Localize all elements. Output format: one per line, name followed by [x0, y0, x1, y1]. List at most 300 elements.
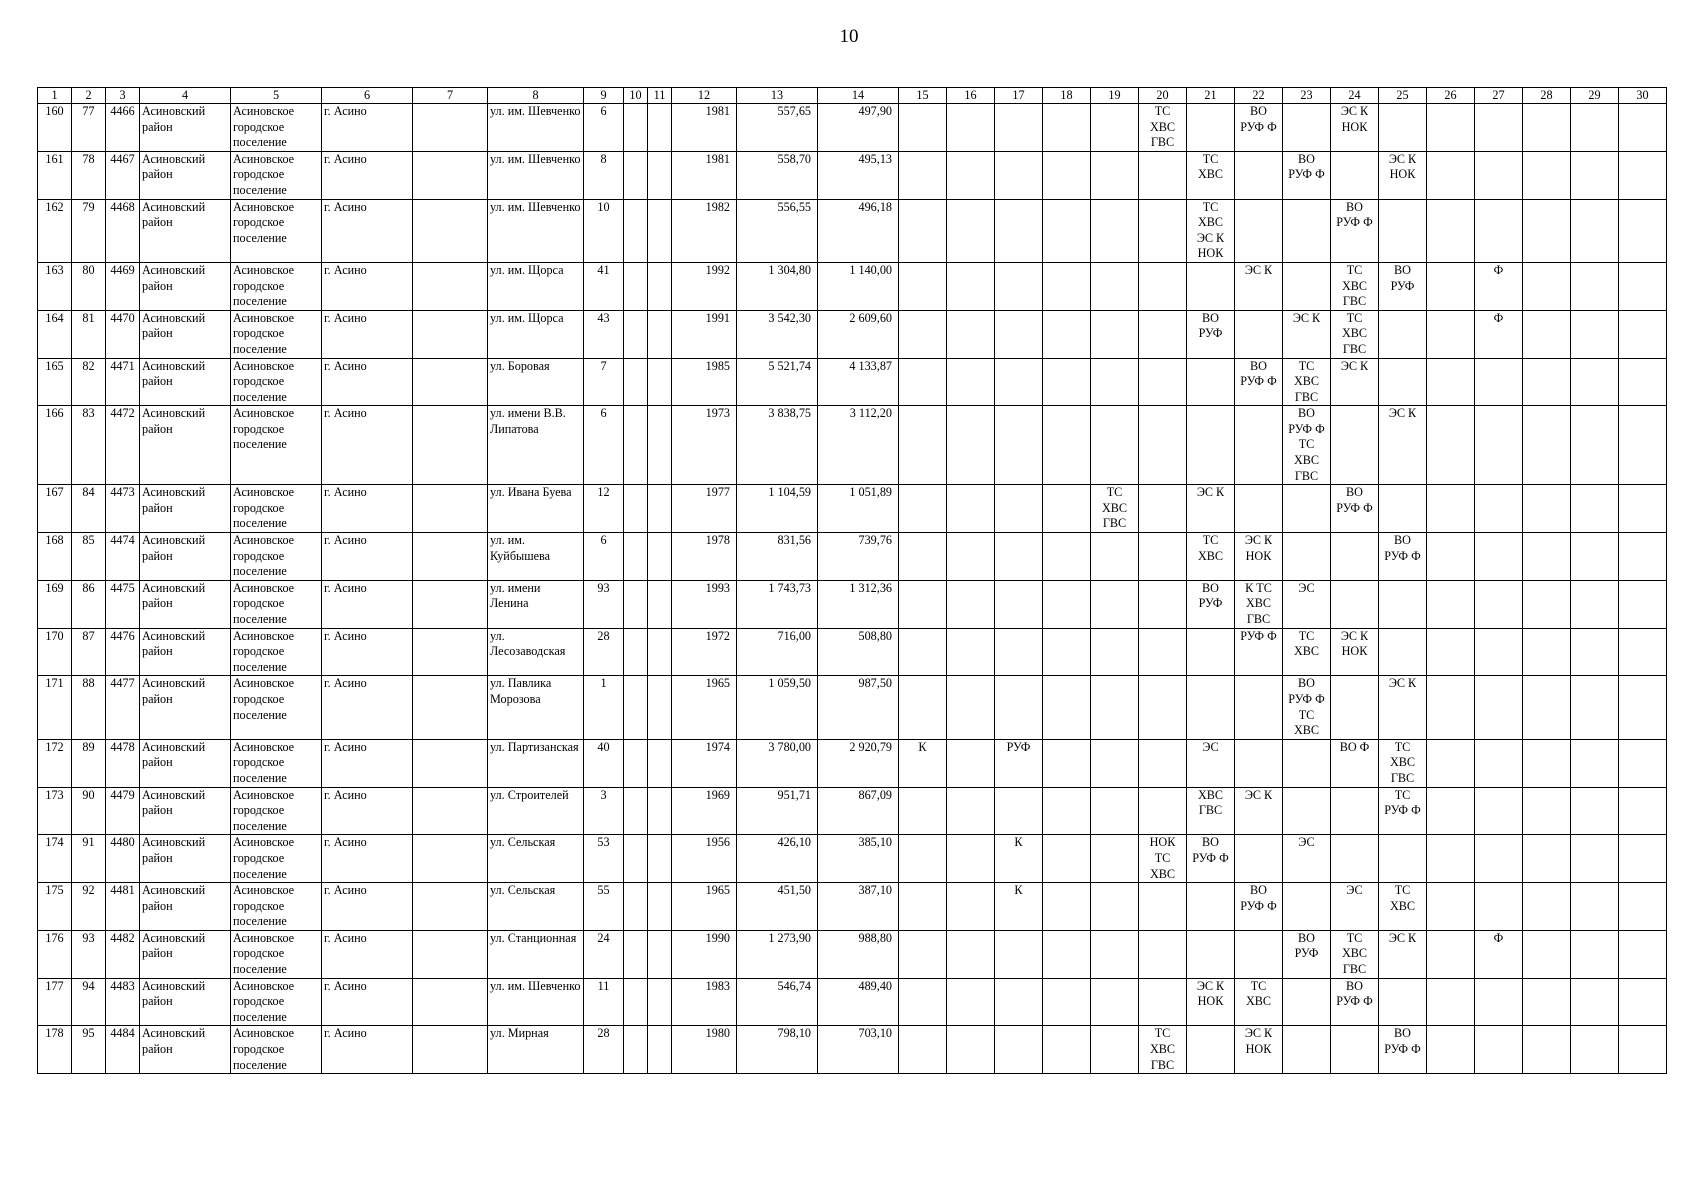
column-header: 27 — [1475, 88, 1523, 104]
table-cell: ул. им. Шевченко — [488, 199, 584, 262]
table-cell — [1043, 580, 1091, 628]
table-cell — [648, 930, 672, 978]
table-cell — [648, 262, 672, 310]
table-cell: Асиновский район — [140, 676, 231, 739]
table-cell — [1523, 199, 1571, 262]
table-cell — [947, 1026, 995, 1074]
table-cell — [1331, 580, 1379, 628]
table-cell: ЭС К — [1379, 930, 1427, 978]
table-cell: 4478 — [106, 739, 140, 787]
table-cell — [947, 676, 995, 739]
table-cell — [1571, 883, 1619, 931]
table-cell — [1043, 787, 1091, 835]
table-cell — [995, 676, 1043, 739]
table-cell: 4482 — [106, 930, 140, 978]
table-cell — [1571, 358, 1619, 406]
table-cell: ТС ХВС — [1379, 883, 1427, 931]
table-cell — [1571, 485, 1619, 533]
table-cell — [947, 883, 995, 931]
table-cell: 1973 — [672, 406, 737, 485]
table-cell: 1992 — [672, 262, 737, 310]
table-cell: 4475 — [106, 580, 140, 628]
table-cell — [1043, 406, 1091, 485]
table-cell — [899, 358, 947, 406]
table-cell: 89 — [72, 739, 106, 787]
table-cell: ул. Станционная — [488, 930, 584, 978]
table-cell — [995, 199, 1043, 262]
table-cell — [1523, 310, 1571, 358]
table-cell — [1187, 676, 1235, 739]
table-cell — [1091, 930, 1139, 978]
table-cell — [1571, 835, 1619, 883]
table-cell — [1427, 358, 1475, 406]
table-cell: ТС ХВС ГВС — [1331, 262, 1379, 310]
column-header: 16 — [947, 88, 995, 104]
table-cell — [1523, 978, 1571, 1026]
table-cell: Асиновское городское поселение — [231, 787, 322, 835]
table-cell — [1091, 406, 1139, 485]
table-cell — [1475, 533, 1523, 581]
table-cell — [1427, 1026, 1475, 1074]
column-header: 4 — [140, 88, 231, 104]
table-cell: 1977 — [672, 485, 737, 533]
table-cell — [624, 1026, 648, 1074]
table-row — [38, 406, 1667, 485]
table-cell: ул. им. Шевченко — [488, 104, 584, 152]
column-header: 23 — [1283, 88, 1331, 104]
table-cell — [1139, 406, 1187, 485]
table-cell: Ф — [1475, 930, 1523, 978]
table-cell — [1283, 485, 1331, 533]
table-cell — [1571, 787, 1619, 835]
table-cell — [1619, 1026, 1667, 1074]
table-cell: Асиновский район — [140, 1026, 231, 1074]
column-header: 26 — [1427, 88, 1475, 104]
table-cell: 172 — [38, 739, 72, 787]
table-cell — [995, 1026, 1043, 1074]
table-cell — [1427, 406, 1475, 485]
table-cell: ул. имени В.В. Липатова — [488, 406, 584, 485]
table-cell: Асиновское городское поселение — [231, 358, 322, 406]
table-cell: ТС ХВС ГВС — [1331, 930, 1379, 978]
table-cell: 82 — [72, 358, 106, 406]
table-cell — [1091, 835, 1139, 883]
table-cell: ЭС К — [1187, 485, 1235, 533]
table-cell: г. Асино — [322, 485, 413, 533]
table-cell: 79 — [72, 199, 106, 262]
table-cell: 546,74 — [737, 978, 818, 1026]
table-cell — [995, 104, 1043, 152]
table-cell: 1 743,73 — [737, 580, 818, 628]
table-cell: Асиновский район — [140, 358, 231, 406]
table-cell: 1 — [584, 676, 624, 739]
column-header: 17 — [995, 88, 1043, 104]
table-cell — [1619, 104, 1667, 152]
table-cell — [995, 787, 1043, 835]
table-cell: Асиновский район — [140, 883, 231, 931]
table-cell — [1571, 104, 1619, 152]
table-row — [38, 978, 1667, 1026]
table-cell: 169 — [38, 580, 72, 628]
table-cell — [413, 883, 488, 931]
table-cell: 163 — [38, 262, 72, 310]
table-cell — [1091, 104, 1139, 152]
table-cell — [947, 406, 995, 485]
table-cell: 171 — [38, 676, 72, 739]
table-cell — [1043, 358, 1091, 406]
column-header: 5 — [231, 88, 322, 104]
table-cell — [1283, 978, 1331, 1026]
table-cell — [624, 883, 648, 931]
table-cell — [1091, 883, 1139, 931]
table-cell: Асиновское городское поселение — [231, 406, 322, 485]
table-cell: Ф — [1475, 310, 1523, 358]
table-cell: 93 — [584, 580, 624, 628]
table-cell — [1619, 262, 1667, 310]
table-cell — [624, 358, 648, 406]
table-cell — [413, 151, 488, 199]
column-header: 21 — [1187, 88, 1235, 104]
table-cell — [1139, 930, 1187, 978]
table-cell: ВО РУФ Ф ТС ХВС ГВС — [1283, 406, 1331, 485]
table-cell: 1983 — [672, 978, 737, 1026]
table-cell — [413, 739, 488, 787]
table-cell — [1523, 533, 1571, 581]
table-cell: Асиновское городское поселение — [231, 533, 322, 581]
table-cell: 41 — [584, 262, 624, 310]
table-cell — [1283, 533, 1331, 581]
table-cell — [1619, 533, 1667, 581]
table-cell — [1619, 835, 1667, 883]
table-cell: 6 — [584, 406, 624, 485]
table-cell: 1990 — [672, 930, 737, 978]
table-cell: г. Асино — [322, 883, 413, 931]
table-cell — [1235, 199, 1283, 262]
table-cell: 451,50 — [737, 883, 818, 931]
table-cell — [1571, 199, 1619, 262]
table-cell — [899, 580, 947, 628]
table-cell: 3 780,00 — [737, 739, 818, 787]
table-cell — [1571, 310, 1619, 358]
table-cell — [1187, 358, 1235, 406]
column-header: 20 — [1139, 88, 1187, 104]
table-cell: 92 — [72, 883, 106, 931]
table-cell: ТС ХВС — [1235, 978, 1283, 1026]
table-cell — [995, 580, 1043, 628]
table-cell: 161 — [38, 151, 72, 199]
column-header: 9 — [584, 88, 624, 104]
table-cell — [624, 580, 648, 628]
table-cell: ТС ХВС ЭС К НОК — [1187, 199, 1235, 262]
table-cell: 86 — [72, 580, 106, 628]
table-cell — [1139, 310, 1187, 358]
table-cell — [947, 151, 995, 199]
table-cell — [1139, 262, 1187, 310]
table-cell — [1283, 787, 1331, 835]
table-row — [38, 835, 1667, 883]
table-cell: ВО РУФ — [1283, 930, 1331, 978]
table-cell — [899, 676, 947, 739]
table-cell: РУФ Ф — [1235, 628, 1283, 676]
table-cell — [1475, 485, 1523, 533]
table-cell — [413, 199, 488, 262]
table-cell — [1619, 676, 1667, 739]
table-cell: К — [899, 739, 947, 787]
table-cell: ЭС К НОК — [1331, 104, 1379, 152]
table-cell: 78 — [72, 151, 106, 199]
table-cell: ВО РУФ Ф — [1235, 883, 1283, 931]
table-cell — [947, 787, 995, 835]
table-cell: Асиновское городское поселение — [231, 199, 322, 262]
table-cell: ЭС К НОК — [1235, 1026, 1283, 1074]
table-cell — [1427, 533, 1475, 581]
table-cell: Асиновское городское поселение — [231, 978, 322, 1026]
table-cell — [413, 676, 488, 739]
table-cell — [1139, 199, 1187, 262]
table-cell — [648, 406, 672, 485]
column-header: 11 — [648, 88, 672, 104]
table-cell — [1091, 1026, 1139, 1074]
table-cell — [1427, 930, 1475, 978]
table-cell — [1139, 358, 1187, 406]
table-cell — [1475, 835, 1523, 883]
table-cell — [1523, 787, 1571, 835]
table-cell — [995, 358, 1043, 406]
table-cell: ул. Сельская — [488, 883, 584, 931]
table-cell — [947, 739, 995, 787]
table-cell — [1379, 310, 1427, 358]
table-cell — [413, 262, 488, 310]
table-cell — [1187, 628, 1235, 676]
table-cell: К — [995, 883, 1043, 931]
table-cell — [1139, 787, 1187, 835]
table-cell: ВО РУФ Ф — [1331, 199, 1379, 262]
table-cell — [1091, 628, 1139, 676]
table-cell: 1965 — [672, 883, 737, 931]
table-cell — [624, 787, 648, 835]
table-cell: 83 — [72, 406, 106, 485]
table-cell — [1379, 199, 1427, 262]
table-cell: 489,40 — [818, 978, 899, 1026]
table-cell: Асиновский район — [140, 787, 231, 835]
table-cell: ВО Ф — [1331, 739, 1379, 787]
table-cell: 7 — [584, 358, 624, 406]
table-cell — [648, 883, 672, 931]
table-cell: 4466 — [106, 104, 140, 152]
table-cell — [1475, 628, 1523, 676]
table-cell: г. Асино — [322, 978, 413, 1026]
table-cell — [648, 104, 672, 152]
table-cell — [648, 580, 672, 628]
table-cell: Асиновский район — [140, 835, 231, 883]
table-cell — [1235, 676, 1283, 739]
table-cell — [1475, 787, 1523, 835]
table-cell — [1235, 310, 1283, 358]
table-cell: 703,10 — [818, 1026, 899, 1074]
table-cell: Асиновский район — [140, 310, 231, 358]
table-cell — [995, 628, 1043, 676]
table-cell — [995, 930, 1043, 978]
table-cell: ВО РУФ Ф ТС ХВС — [1283, 676, 1331, 739]
table-cell: ТС ХВС ГВС — [1331, 310, 1379, 358]
table-cell — [1139, 533, 1187, 581]
table-cell: ул. Лесозаводская — [488, 628, 584, 676]
table-cell: 1972 — [672, 628, 737, 676]
table-cell — [1043, 835, 1091, 883]
table-cell: 167 — [38, 485, 72, 533]
table-cell: К ТС ХВС ГВС — [1235, 580, 1283, 628]
table-cell — [1043, 485, 1091, 533]
table-cell: 4472 — [106, 406, 140, 485]
table-cell: 176 — [38, 930, 72, 978]
column-header: 7 — [413, 88, 488, 104]
table-cell — [648, 676, 672, 739]
table-cell: Асиновский район — [140, 406, 231, 485]
table-cell — [1043, 310, 1091, 358]
table-cell: 168 — [38, 533, 72, 581]
column-header: 30 — [1619, 88, 1667, 104]
table-cell: г. Асино — [322, 1026, 413, 1074]
table-cell: ВО РУФ — [1379, 262, 1427, 310]
table-cell: Асиновское городское поселение — [231, 104, 322, 152]
table-cell — [1043, 883, 1091, 931]
table-cell — [1139, 883, 1187, 931]
table-row — [38, 1026, 1667, 1074]
table-cell: 739,76 — [818, 533, 899, 581]
table-cell — [648, 151, 672, 199]
table-cell: 12 — [584, 485, 624, 533]
table-cell — [947, 199, 995, 262]
table-row — [38, 104, 1667, 152]
table-cell — [1187, 104, 1235, 152]
table-cell: г. Асино — [322, 406, 413, 485]
table-cell: 387,10 — [818, 883, 899, 931]
table-cell: Асиновский район — [140, 739, 231, 787]
table-cell: ЭС — [1331, 883, 1379, 931]
column-header: 13 — [737, 88, 818, 104]
table-cell: г. Асино — [322, 930, 413, 978]
table-cell — [1091, 580, 1139, 628]
table-cell: 173 — [38, 787, 72, 835]
table-cell: К — [995, 835, 1043, 883]
table-cell — [1619, 310, 1667, 358]
table-cell — [1139, 978, 1187, 1026]
table-cell: 798,10 — [737, 1026, 818, 1074]
table-cell — [1475, 358, 1523, 406]
table-cell — [1235, 151, 1283, 199]
table-cell — [1619, 930, 1667, 978]
table-cell: 1 273,90 — [737, 930, 818, 978]
table-cell — [1139, 580, 1187, 628]
table-row — [38, 883, 1667, 931]
table-cell — [648, 533, 672, 581]
table-cell: 3 — [584, 787, 624, 835]
table-cell: г. Асино — [322, 628, 413, 676]
header-row — [38, 88, 1667, 104]
table-cell — [413, 104, 488, 152]
table-cell — [1571, 930, 1619, 978]
table-cell — [1571, 978, 1619, 1026]
table-cell — [1619, 199, 1667, 262]
table-cell: НОК ТС ХВС — [1139, 835, 1187, 883]
table-cell — [1091, 787, 1139, 835]
table-cell — [1331, 835, 1379, 883]
table-cell: ЭС — [1283, 835, 1331, 883]
table-cell — [1523, 739, 1571, 787]
table-cell: Асиновское городское поселение — [231, 628, 322, 676]
table-cell: 4483 — [106, 978, 140, 1026]
table-cell: ТС РУФ Ф — [1379, 787, 1427, 835]
table-cell — [1043, 930, 1091, 978]
table-cell — [1331, 151, 1379, 199]
table-cell — [1571, 151, 1619, 199]
table-cell: ЭС — [1187, 739, 1235, 787]
table-cell: Асиновский район — [140, 580, 231, 628]
table-cell: 88 — [72, 676, 106, 739]
table-cell: 160 — [38, 104, 72, 152]
table-cell: ЭС К — [1235, 262, 1283, 310]
table-cell — [1475, 978, 1523, 1026]
table-cell — [1235, 739, 1283, 787]
column-header: 22 — [1235, 88, 1283, 104]
table-cell: Асиновский район — [140, 628, 231, 676]
table-cell — [899, 310, 947, 358]
table-cell — [1235, 835, 1283, 883]
table-cell — [624, 628, 648, 676]
table-cell — [1091, 310, 1139, 358]
table-cell — [1475, 676, 1523, 739]
table-row — [38, 310, 1667, 358]
table-cell: 81 — [72, 310, 106, 358]
table-cell: ЭС — [1283, 580, 1331, 628]
table-cell: 2 609,60 — [818, 310, 899, 358]
table-cell — [1091, 676, 1139, 739]
table-cell: 3 542,30 — [737, 310, 818, 358]
table-cell: 496,18 — [818, 199, 899, 262]
table-cell — [1235, 930, 1283, 978]
table-cell: 40 — [584, 739, 624, 787]
table-cell — [1619, 151, 1667, 199]
table-cell: 4474 — [106, 533, 140, 581]
table-cell — [413, 406, 488, 485]
table-cell: ТС ХВС ГВС — [1139, 1026, 1187, 1074]
table-cell: 1 304,80 — [737, 262, 818, 310]
column-header: 29 — [1571, 88, 1619, 104]
table-cell — [1523, 406, 1571, 485]
table-cell — [947, 580, 995, 628]
table-cell — [1475, 580, 1523, 628]
table-cell: 165 — [38, 358, 72, 406]
table-cell: ТС ХВС ГВС — [1379, 739, 1427, 787]
table-cell: Асиновский район — [140, 262, 231, 310]
table-cell: Асиновский район — [140, 104, 231, 152]
table-cell: 1 059,50 — [737, 676, 818, 739]
table-cell: 426,10 — [737, 835, 818, 883]
table-cell — [1091, 262, 1139, 310]
table-cell — [1427, 485, 1475, 533]
table-cell — [624, 835, 648, 883]
column-header: 18 — [1043, 88, 1091, 104]
table-cell: ул. им. Куйбышева — [488, 533, 584, 581]
table-cell — [1139, 628, 1187, 676]
table-row — [38, 930, 1667, 978]
table-cell: Асиновский район — [140, 151, 231, 199]
table-cell: 91 — [72, 835, 106, 883]
table-cell: ул. Партизанская — [488, 739, 584, 787]
table-cell: 558,70 — [737, 151, 818, 199]
table-cell — [1379, 358, 1427, 406]
table-cell: Асиновское городское поселение — [231, 580, 322, 628]
